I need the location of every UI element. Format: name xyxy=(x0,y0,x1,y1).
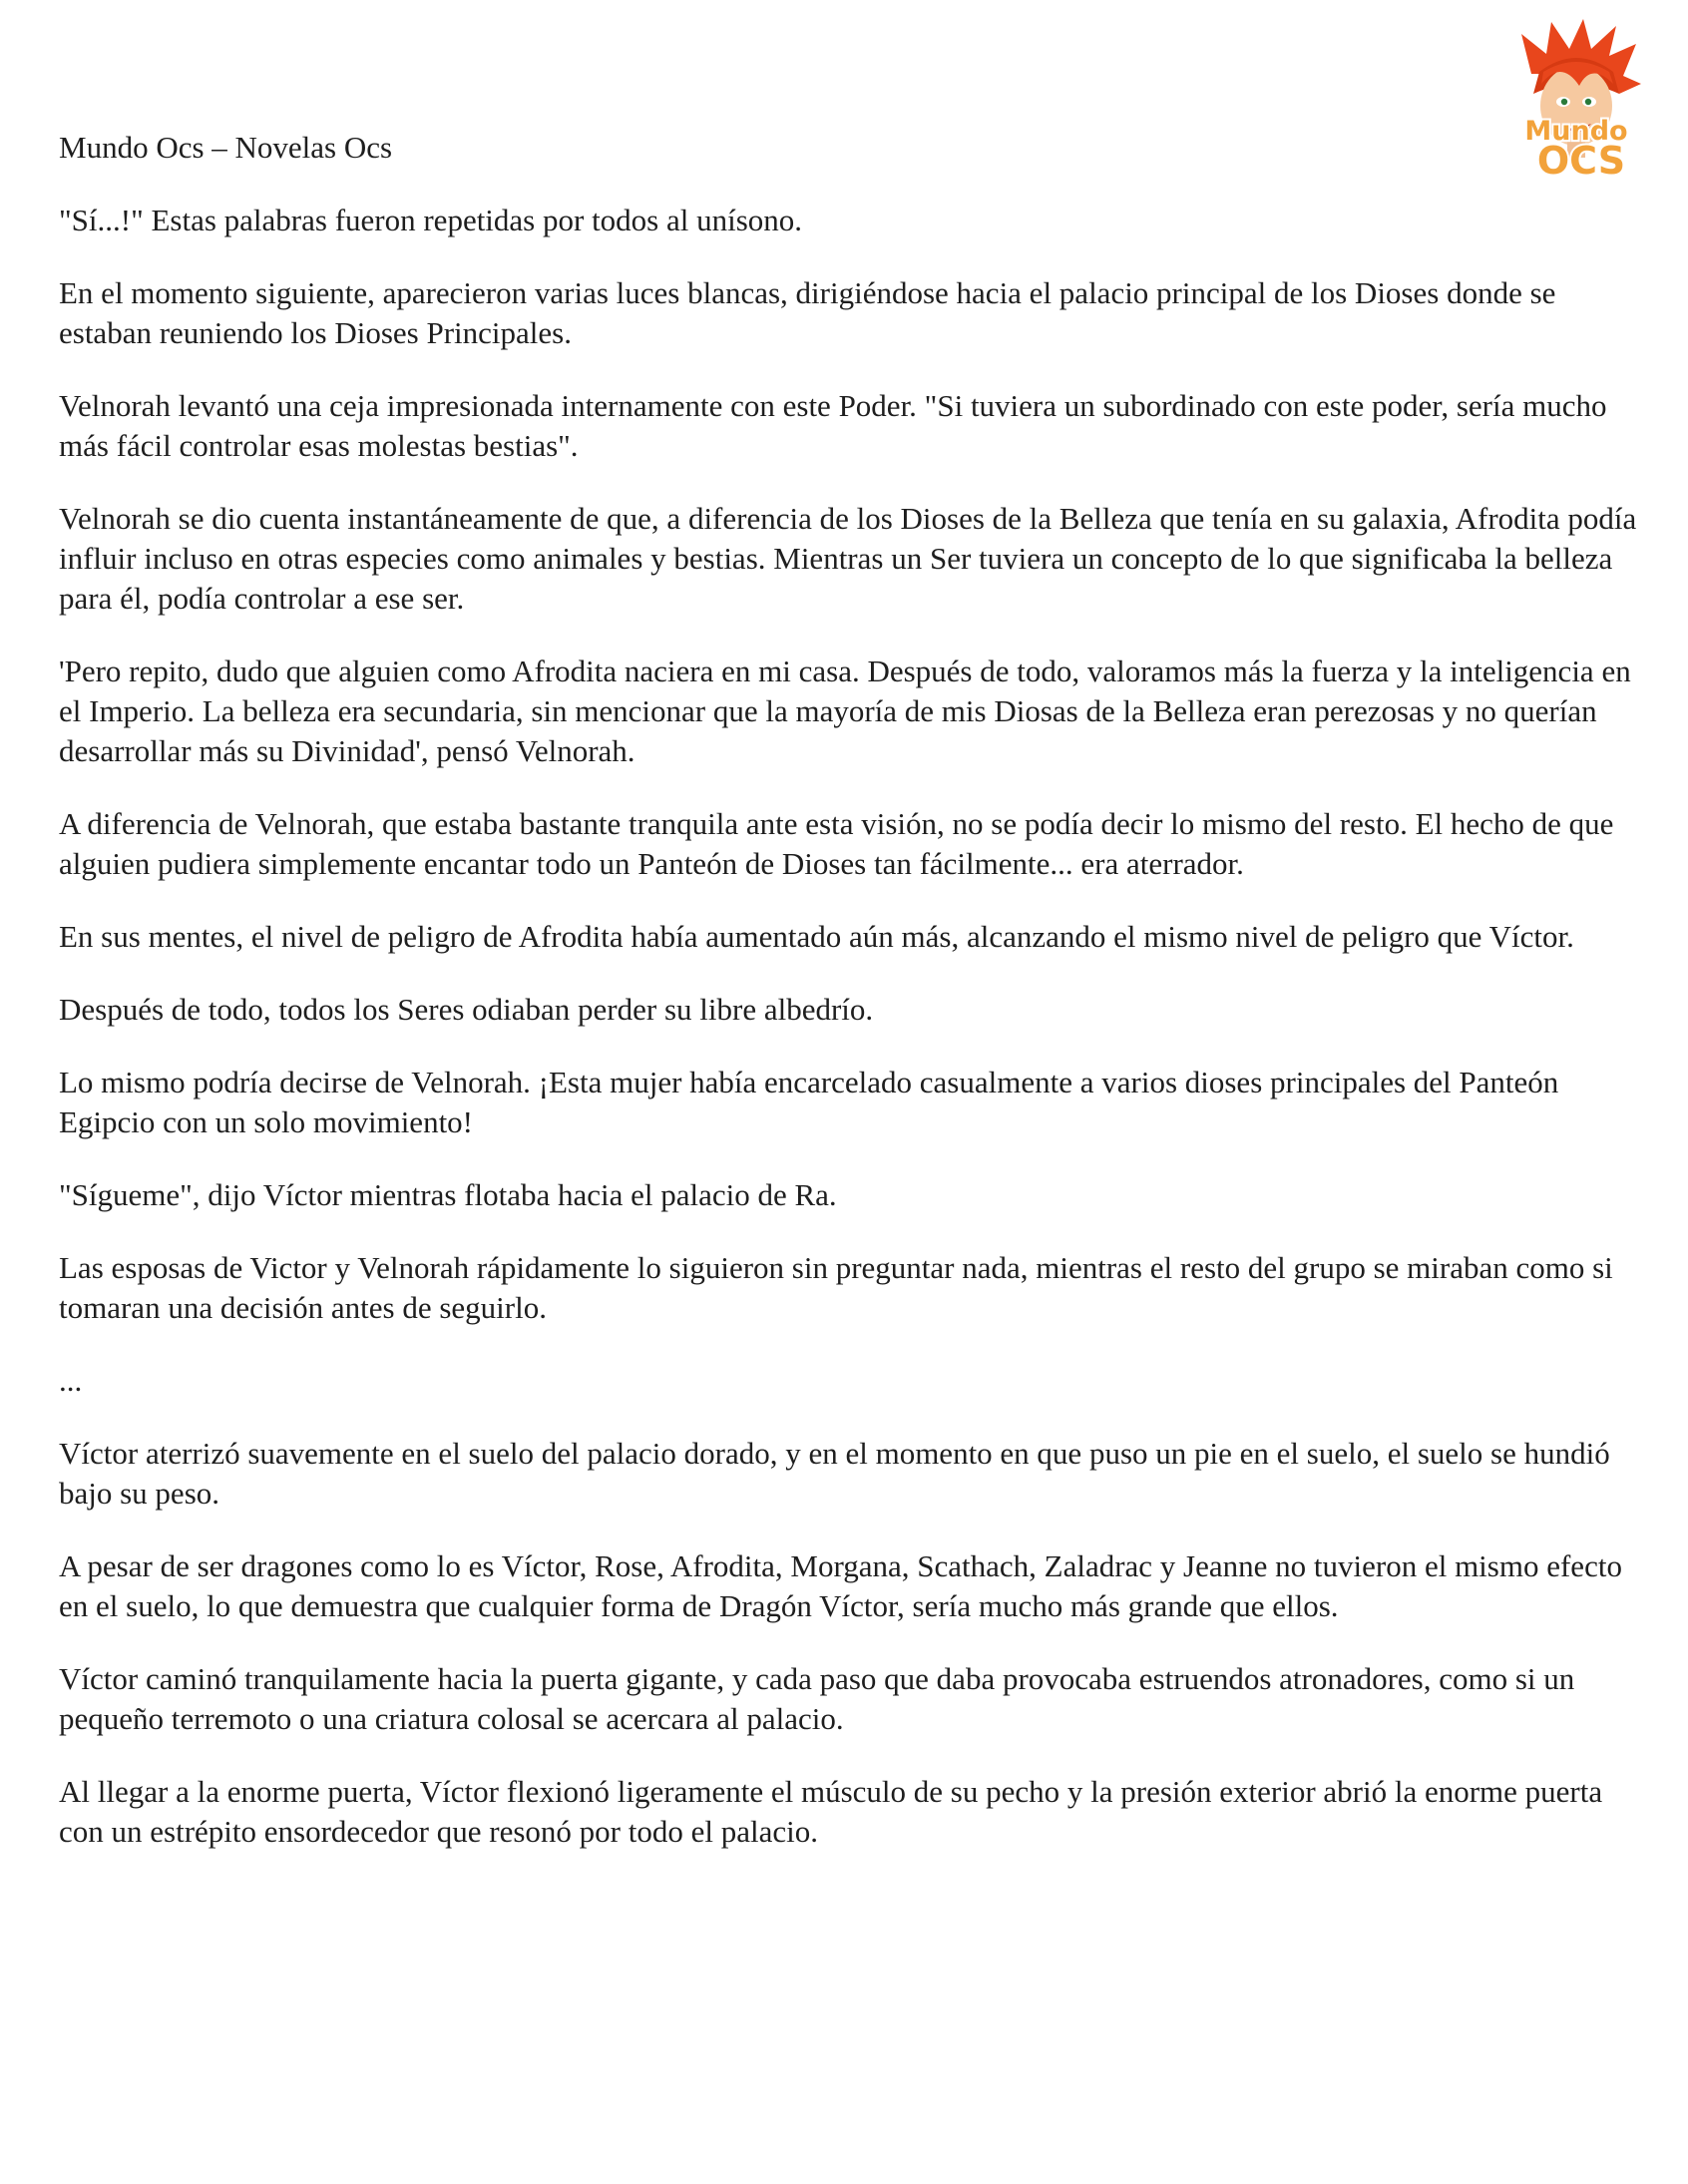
paragraph: A diferencia de Velnorah, que estaba bastante tranquila ante esta visión, no se podía decir lo mismo del resto. El hecho de que alguien pudiera simplemente encantar todo un Panteón de Dioses tan fácilmente... era aterrador. xyxy=(59,806,1614,881)
document-body xyxy=(59,128,1645,1885)
paragraph: Víctor caminó tranquilamente hacia la puerta gigante, y cada paso que daba provocaba estruendos atronadores, como si un pequeño terremoto o una criatura colosal se acercara al palacio. xyxy=(59,1661,1575,1736)
paragraph: Velnorah levantó una ceja impresionada internamente con este Poder. "Si tuviera un subordinado con este poder, sería mucho más fácil controlar esas molestas bestias". xyxy=(59,388,1607,463)
paragraph: Al llegar a la enorme puerta, Víctor flexionó ligeramente el músculo de su pecho y la presión exterior abrió la enorme puerta con un estrépito ensordecedor que resonó por todo el palacio. xyxy=(59,1774,1603,1849)
paragraph: En el momento siguiente, aparecieron varias luces blancas, dirigiéndose hacia el palacio principal de los Dioses donde se estaban reuniendo los Dioses Principales. xyxy=(59,275,1556,350)
paragraph: Víctor aterrizó suavemente en el suelo del palacio dorado, y en el momento en que puso un pie en el suelo, el suelo se hundió bajo su peso. xyxy=(59,1436,1610,1511)
paragraph: Las esposas de Victor y Velnorah rápidamente lo siguieron sin preguntar nada, mientras el resto del grupo se miraban como si tomaran una decisión antes de seguirlo. xyxy=(59,1250,1613,1325)
svg-text:Mundo: Mundo xyxy=(1524,116,1628,147)
paragraph: Lo mismo podría decirse de Velnorah. ¡Esta mujer había encarcelado casualmente a varios dioses principales del Panteón Egipcio con un solo movimiento! xyxy=(59,1065,1559,1139)
paragraph: "Sígueme", dijo Víctor mientras flotaba hacia el palacio de Ra. xyxy=(59,1177,837,1212)
svg-text:OCS: OCS xyxy=(1536,139,1626,183)
paragraph: En sus mentes, el nivel de peligro de Afrodita había aumentado aún más, alcanzando el mismo nivel de peligro que Víctor. xyxy=(59,919,1574,954)
document-header: Mundo Ocs – Novelas Ocs xyxy=(59,130,393,165)
scene-break: ... xyxy=(59,1363,83,1398)
paragraph: "Sí...!" Estas palabras fueron repetidas por todos al unísono. xyxy=(59,203,803,237)
paragraph: Después de todo, todos los Seres odiaban perder su libre albedrío. xyxy=(59,992,874,1027)
paragraph: 'Pero repito, dudo que alguien como Afrodita naciera en mi casa. Después de todo, valoramos más la fuerza y la inteligencia en el Imperio. La belleza era secundaria, sin mencionar que la mayoría de mis Diosas de la Belleza eran perezosas y no querían desarrollar más su Divinidad', pensó Velnorah. xyxy=(59,654,1631,768)
paragraph: A pesar de ser dragones como lo es Víctor, Rose, Afrodita, Morgana, Scathach, Zaladrac y Jeanne no tuvieron el mismo efecto en el suelo, lo que demuestra que cualquier forma de Dragón Víctor, sería mucho más grande que ellos. xyxy=(59,1548,1622,1623)
paragraph: Velnorah se dio cuenta instantáneamente de que, a diferencia de los Dioses de la Belleza que tenía en su galaxia, Afrodita podía influir incluso en otras especies como animales y bestias. Mientras un Ser tuviera un concepto de lo que significaba la belleza para él, podía controlar a ese ser. xyxy=(59,501,1637,616)
